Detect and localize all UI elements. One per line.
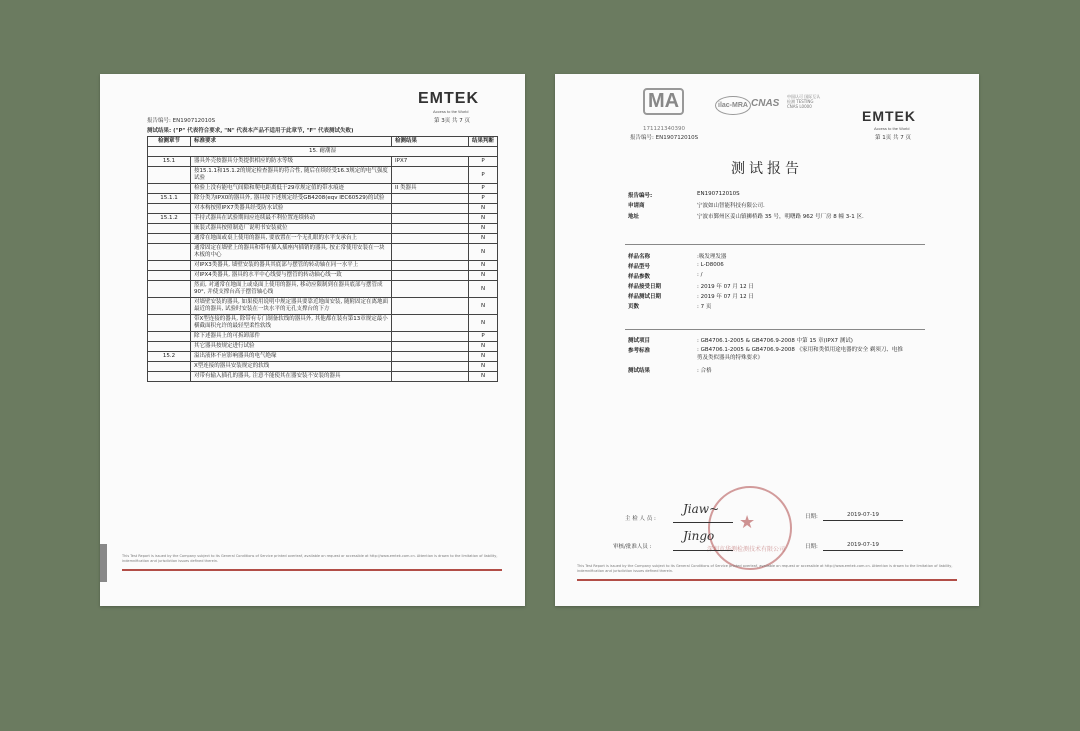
field-label: 样品型号 — [628, 264, 651, 270]
result-cell — [392, 298, 469, 315]
approver-signature: Jingo — [683, 529, 715, 543]
result-cell — [392, 204, 469, 214]
field-label: 样品接受日期 — [628, 284, 662, 290]
result-cell — [392, 194, 469, 204]
clause-cell — [148, 362, 191, 372]
verdict-cell: N — [469, 298, 498, 315]
clause-cell — [148, 204, 191, 214]
results-table — [147, 136, 498, 382]
clause-cell: 15.1.1 — [148, 194, 191, 204]
verdict-cell: N — [469, 271, 498, 281]
table-row — [148, 167, 498, 184]
clause-cell: 15.1.2 — [148, 214, 191, 224]
field-value: : 7 页 — [697, 304, 712, 310]
table-row — [148, 204, 498, 214]
approver-label: 审核/批准人员 : — [613, 544, 652, 550]
date-label-1: 日期: — [805, 514, 818, 520]
clause-cell — [148, 184, 191, 194]
requirement-cell: 对IPX4类器具, 器具的水平中心线要与摆管的转动轴心线一致 — [191, 271, 392, 281]
field-label: 页数 — [628, 304, 640, 310]
table-row — [148, 224, 498, 234]
certificate-number: 171121340390 — [643, 126, 685, 132]
requirement-cell: 嵌装式器具按照制造厂说明书安装就位 — [191, 224, 392, 234]
cover-page — [555, 74, 979, 606]
clause-cell — [148, 271, 191, 281]
table-body — [148, 157, 498, 382]
clause-cell — [148, 332, 191, 342]
clause-cell — [148, 224, 191, 234]
field-label: 地址 — [628, 214, 640, 220]
result-cell: IPX7 — [392, 157, 469, 167]
requirement-cell: 按15.1.1和15.1.2的规定检查器具的符合性, 随后在续经受16.3规定的电气强度试验 — [191, 167, 392, 184]
table-header-row — [148, 137, 498, 147]
report-title: 测试报告 — [731, 161, 803, 177]
requirement-cell: 对带有输入插孔的器具, 注意不能使其在器安装不安装的器具 — [191, 372, 392, 382]
tagline: Access to the World — [433, 109, 469, 114]
section-title: 15. 耐潮湿 — [148, 147, 498, 157]
verdict-cell: N — [469, 261, 498, 271]
field-label: 申请商 — [628, 203, 645, 209]
emtek-logo: EMTEK — [862, 108, 916, 124]
test-result-page — [100, 74, 525, 606]
field-label: 测试项目 — [628, 338, 651, 344]
result-cell — [392, 271, 469, 281]
clause-cell — [148, 261, 191, 271]
emtek-logo: EMTEK — [418, 90, 479, 107]
requirement-cell: 溢出液体不应影响器具的电气绝缘 — [191, 352, 392, 362]
date-line-1 — [823, 520, 903, 521]
requirement-cell: 然而, 对通常在地面上或桌面上使用的器具, 移动应限制到在器具底部与摆管成90°, 并使支撑台高于摆管轴心线 — [191, 281, 392, 298]
requirement-cell: 手持式器具在试验期间应连续最不利位置连续转动 — [191, 214, 392, 224]
result-cell — [392, 342, 469, 352]
verdict-cell: N — [469, 342, 498, 352]
verdict-cell: P — [469, 184, 498, 194]
table-row — [148, 194, 498, 204]
table-row — [148, 234, 498, 244]
field-label: 报告编号: — [628, 193, 653, 199]
result-cell: II 类器具 — [392, 184, 469, 194]
field-label: 测试结果 — [628, 368, 651, 374]
inspector-line — [673, 522, 733, 523]
result-legend: 测试结果: ("P" 代表符合要求, "N" 代表本产品不适用于此章节, "F" 代表测试失败) — [147, 128, 354, 134]
clause-cell — [148, 281, 191, 298]
field-label: 样品参数 — [628, 274, 651, 280]
clause-cell — [148, 298, 191, 315]
verdict-cell: P — [469, 167, 498, 184]
page-info: 第 1页 共 7 页 — [875, 135, 911, 141]
field-label: 样品测试日期 — [628, 294, 662, 300]
table-row — [148, 157, 498, 167]
cma-logo: MA — [643, 88, 684, 115]
verdict-cell: N — [469, 362, 498, 372]
date-label-2: 日期: — [805, 544, 818, 550]
table-row — [148, 244, 498, 261]
field-label: 样品名称 — [628, 254, 651, 260]
tagline: Access to the World — [874, 126, 910, 131]
verdict-cell: P — [469, 332, 498, 342]
verdict-cell: N — [469, 224, 498, 234]
clause-cell — [148, 315, 191, 332]
requirement-cell: 通常固定在墙壁上的器具和带有插入插座内插销的器具, 按正常使用安装在一块木板的中心 — [191, 244, 392, 261]
field-value: EN190712010S — [697, 191, 740, 197]
field-value: : GB4706.1-2005 & GB4706.9-2008 《家用和类似用途电器的安全 剃须刀、电推剪及类似器具的特殊要求》 — [697, 347, 903, 361]
field-value: : GB4706.1-2005 & GB4706.9-2008 中第 15 章(IPX7 测试) — [697, 338, 853, 344]
ilac-mra-logo: ilac-MRA — [715, 96, 751, 115]
requirement-cell: 检验上没有能电气间隙和爬电距离低于29章规定值的带水痕迹 — [191, 184, 392, 194]
clause-cell — [148, 244, 191, 261]
footer-text: This Test Report is issued by the Company subject to its General Conditions of Service printed overleaf, available on request or accessible at http://www.emtek.com.cn. Attention is drawn to the limitation of liability, indemnification and jurisdiction issues defined therein. — [577, 564, 953, 573]
field-label: 参考标准 — [628, 348, 651, 354]
date-line-2 — [823, 550, 903, 551]
report-number: 报告编号: EN190712010S — [147, 118, 216, 124]
result-cell — [392, 261, 469, 271]
result-cell — [392, 244, 469, 261]
field-value: : 2019 年 07 月 12 日 — [697, 284, 754, 290]
result-cell — [392, 315, 469, 332]
verdict-cell: N — [469, 244, 498, 261]
page-info: 第 3页 共 7 页 — [434, 118, 470, 124]
inspector-label: 主 检 人 员 : — [625, 516, 656, 522]
requirement-cell: 通常在地面或桌上使用的器具, 要放置在一个无孔眼的水平支承台上 — [191, 234, 392, 244]
clause-cell: 15.2 — [148, 352, 191, 362]
footer-rule — [122, 569, 502, 571]
clause-cell: 15.1 — [148, 157, 191, 167]
header-result: 检测结果 — [392, 137, 469, 147]
requirement-cell: 器具外壳按器具分类提供相应的防水等级 — [191, 157, 392, 167]
requirement-cell: 对墙壁安装的器具, 如果使用说明中规定器具要靠近地面安装, 随附固定在离地面最近的器具, 试验时安装在一块水平的无孔支撑台的下方 — [191, 298, 392, 315]
approver-line — [673, 550, 733, 551]
requirement-cell: 对本构按照IPX7类器具经受防水试验 — [191, 204, 392, 214]
table-row — [148, 281, 498, 298]
report-number-small: 报告编号: EN190712010S — [630, 135, 699, 141]
cnas-logo: CNAS — [751, 98, 780, 109]
field-value: : L-D8006 — [697, 262, 724, 268]
field-value: : 2019 年 07 月 12 日 — [697, 294, 754, 300]
verdict-cell: N — [469, 315, 498, 332]
table-row — [148, 372, 498, 382]
table-row — [148, 315, 498, 332]
clause-cell — [148, 234, 191, 244]
verdict-cell: N — [469, 214, 498, 224]
result-cell — [392, 372, 469, 382]
separator-1 — [625, 244, 925, 245]
table-row — [148, 214, 498, 224]
verdict-cell: N — [469, 281, 498, 298]
table-row — [148, 362, 498, 372]
footer-text: This Test Report is issued by the Company subject to its General Conditions of Service printed overleaf, available on request or accessible at http://www.emtek.com.cn. Attention is drawn to the limitation of liability, indemnification and jurisdiction issues defined therein. — [122, 554, 498, 563]
inspect-date: 2019-07-19 — [847, 512, 879, 518]
table-row — [148, 184, 498, 194]
verdict-cell: P — [469, 157, 498, 167]
clause-cell — [148, 372, 191, 382]
result-cell — [392, 167, 469, 184]
requirement-cell: 其它器具按规定进行试验 — [191, 342, 392, 352]
requirement-cell: X型连接的器具安装规定的软线 — [191, 362, 392, 372]
seal-star-icon: ★ — [739, 512, 756, 533]
table-row — [148, 271, 498, 281]
verdict-cell: N — [469, 372, 498, 382]
result-cell — [392, 332, 469, 342]
requirement-cell: 除下述器具上的可拆卸部件 — [191, 332, 392, 342]
requirement-cell: 对IPX3类器具, 墙壁安装的器具其底部与摆管的转动轴在同一水平上 — [191, 261, 392, 271]
field-value: : 合格 — [697, 368, 712, 374]
result-cell — [392, 214, 469, 224]
side-tab — [100, 544, 107, 582]
result-cell — [392, 224, 469, 234]
requirement-cell: 带X型连接的器具, 除带有专门制备软线的器具外, 其他都在装有第13章规定最小横截面积允许的最轻型柔性软线 — [191, 315, 392, 332]
verdict-cell: P — [469, 194, 498, 204]
verdict-cell: N — [469, 234, 498, 244]
table-row — [148, 332, 498, 342]
header-requirement: 标准要求 — [191, 137, 392, 147]
cnas-text: 中国认可 国际互认 检测 TESTING CNAS L0000 — [787, 94, 821, 109]
result-cell — [392, 352, 469, 362]
field-value: 宁波如山智能科技有限公司. — [697, 203, 765, 209]
inspector-signature: Jiaw~ — [683, 502, 720, 516]
requirement-cell: 除分类为IPX0的器具外, 器具按下述规定经受GB4208(eqv IEC60529)的试验 — [191, 194, 392, 204]
section-row — [148, 147, 498, 157]
field-value: 宁波市鄞州区姜山镇狮桥路 35 号，明曙路 962 号厂房 8 幢 3-1 区. — [697, 214, 864, 220]
field-value: :吸发理发器 — [697, 254, 727, 260]
verdict-cell: N — [469, 352, 498, 362]
footer-rule — [577, 579, 957, 581]
table-row — [148, 342, 498, 352]
approve-date: 2019-07-19 — [847, 542, 879, 548]
separator-2 — [625, 329, 925, 330]
header-verdict: 结果判断 — [469, 137, 498, 147]
result-cell — [392, 281, 469, 298]
result-cell — [392, 362, 469, 372]
table-row — [148, 261, 498, 271]
header-clause: 检测章节 — [148, 137, 191, 147]
seal-text: 深圳市华测检测技术有限公司 — [707, 546, 786, 553]
verdict-cell: N — [469, 204, 498, 214]
clause-cell — [148, 167, 191, 184]
table-row — [148, 352, 498, 362]
table-row — [148, 298, 498, 315]
clause-cell — [148, 342, 191, 352]
field-value: : / — [697, 272, 703, 278]
result-cell — [392, 234, 469, 244]
